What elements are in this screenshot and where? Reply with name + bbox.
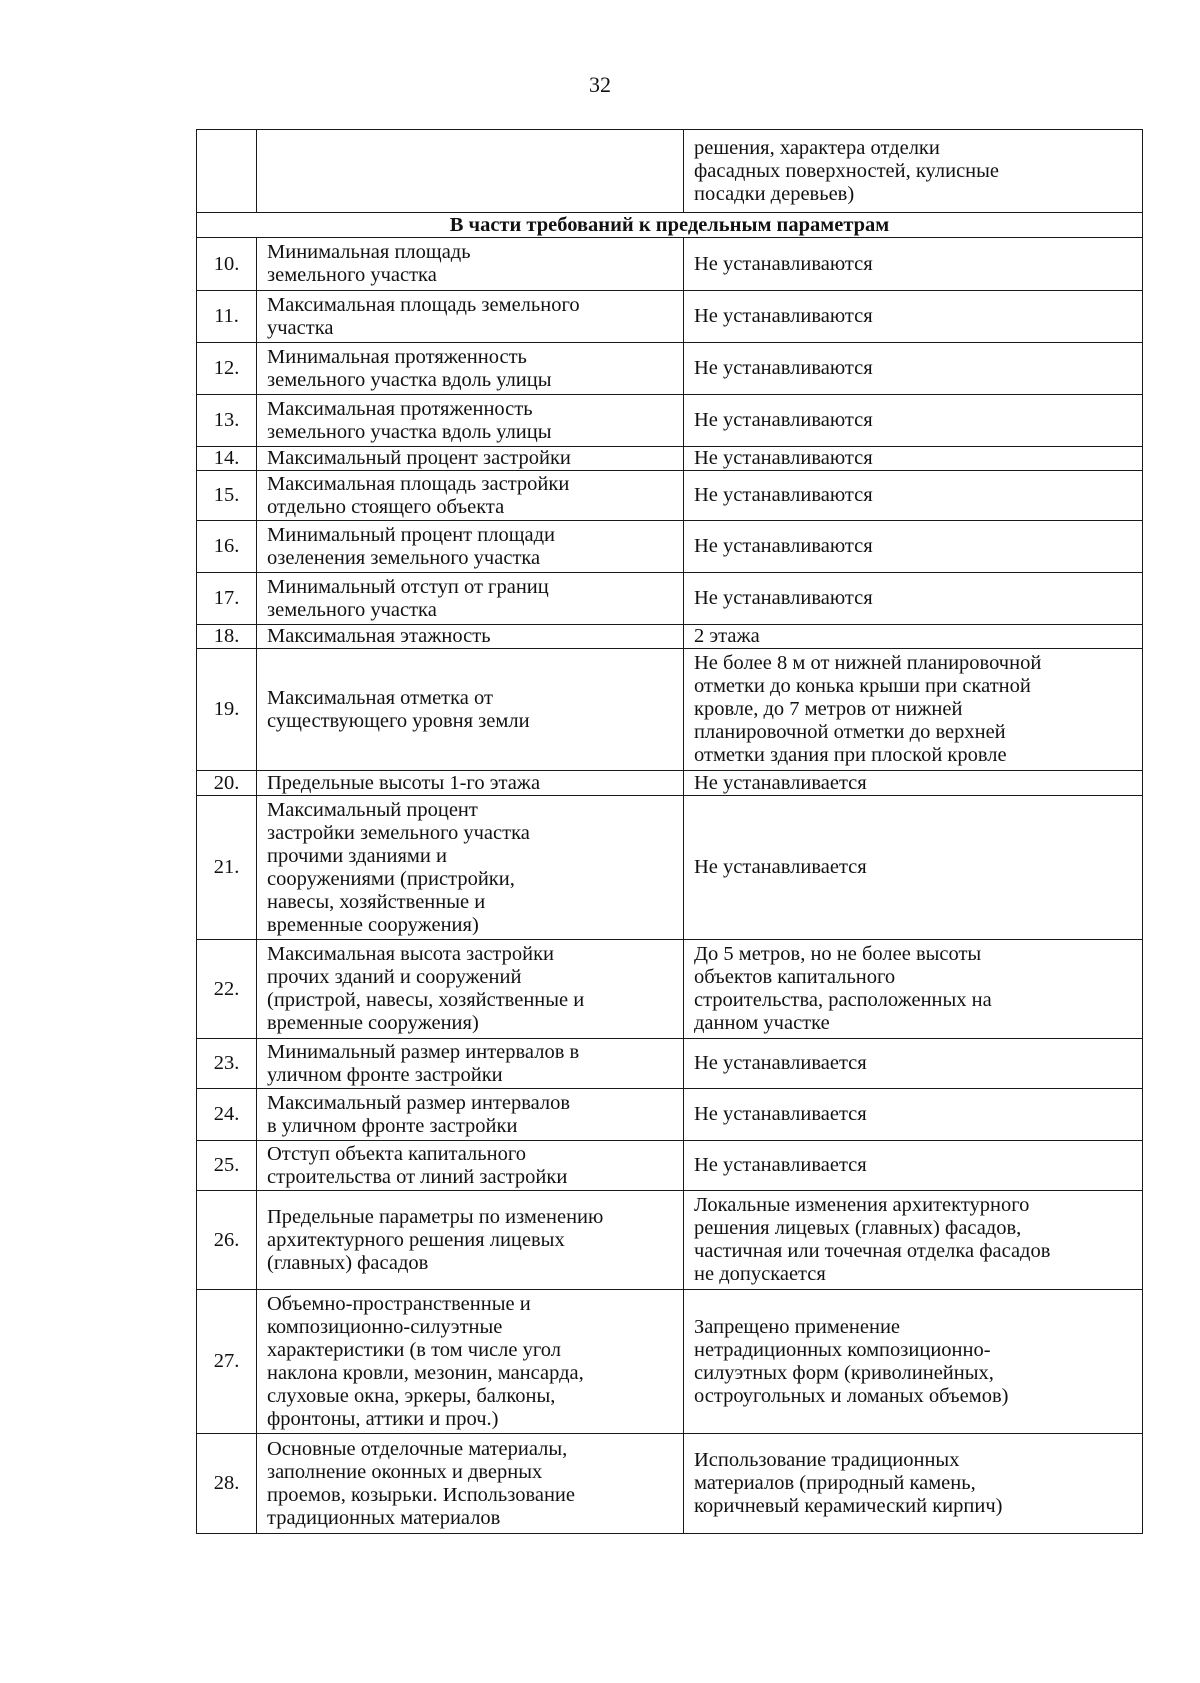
parameter-value: Не устанавливаются bbox=[684, 238, 1143, 291]
parameter-name: Предельные высоты 1-го этажа bbox=[257, 771, 684, 796]
parameter-value: Не более 8 м от нижней планировочной отметки до конька крыши при скатной кровле, до 7 метров от нижней планировочной отметки до верхней отметки здания при плоской кровле bbox=[684, 649, 1143, 771]
parameter-name: Максимальная площадь земельного участка bbox=[257, 291, 684, 343]
table-row bbox=[197, 343, 1143, 395]
row-number: 21. bbox=[197, 796, 257, 940]
row-number: 17. bbox=[197, 573, 257, 625]
row-number: 15. bbox=[197, 471, 257, 521]
table-row bbox=[197, 1290, 1143, 1434]
parameter-name: Максимальная этажность bbox=[257, 625, 684, 649]
table-row bbox=[197, 238, 1143, 291]
parameter-name: Максимальный размер интервалов в уличном фронте застройки bbox=[257, 1089, 684, 1141]
parameter-name: Максимальная площадь застройки отдельно стоящего объекта bbox=[257, 471, 684, 521]
parameter-value: 2 этажа bbox=[684, 625, 1143, 649]
parameter-value: До 5 метров, но не более высоты объектов капитального строительства, расположенных на данном участке bbox=[684, 940, 1143, 1039]
parameter-name: Максимальная высота застройки прочих зданий и сооружений (пристрой, навесы, хозяйственные и временные сооружения) bbox=[257, 940, 684, 1039]
row-number: 25. bbox=[197, 1141, 257, 1191]
parameter-value: Не устанавливается bbox=[684, 1039, 1143, 1089]
table-row bbox=[197, 1089, 1143, 1141]
row-number: 11. bbox=[197, 291, 257, 343]
row-number: 13. bbox=[197, 395, 257, 447]
table-row bbox=[197, 940, 1143, 1039]
table-row bbox=[197, 796, 1143, 940]
table-row bbox=[197, 1434, 1143, 1534]
row-number: 10. bbox=[197, 238, 257, 291]
parameter-value: Не устанавливаются bbox=[684, 471, 1143, 521]
parameter-name: Минимальная протяженность земельного участка вдоль улицы bbox=[257, 343, 684, 395]
parameter-name: Минимальная площадь земельного участка bbox=[257, 238, 684, 291]
row-number: 27. bbox=[197, 1290, 257, 1434]
row-number: 14. bbox=[197, 447, 257, 471]
row-number: 16. bbox=[197, 521, 257, 573]
parameter-name: Основные отделочные материалы, заполнение оконных и дверных проемов, козырьки. Использование традиционных материалов bbox=[257, 1434, 684, 1534]
parameter-name: Минимальный размер интервалов в уличном фронте застройки bbox=[257, 1039, 684, 1089]
row-number: 28. bbox=[197, 1434, 257, 1534]
parameter-value: Не устанавливается bbox=[684, 771, 1143, 796]
row-number: 19. bbox=[197, 649, 257, 771]
parameter-name: Отступ объекта капитального строительства от линий застройки bbox=[257, 1141, 684, 1191]
parameter-name: Предельные параметры по изменению архитектурного решения лицевых (главных) фасадов bbox=[257, 1191, 684, 1290]
parameter-name: Объемно-пространственные и композиционно-силуэтные характеристики (в том числе угол наклона кровли, мезонин, мансарда, слуховые окна, эркеры, балконы, фронтоны, аттики и проч.) bbox=[257, 1290, 684, 1434]
parameter-value: Запрещено применение нетрадиционных композиционно- силуэтных форм (криволинейных, остроугольных и ломаных объемов) bbox=[684, 1290, 1143, 1434]
table-row bbox=[197, 471, 1143, 521]
table-row bbox=[197, 521, 1143, 573]
row-number: 18. bbox=[197, 625, 257, 649]
table-row bbox=[197, 625, 1143, 649]
continuation-cell bbox=[684, 130, 1143, 213]
row-number: 23. bbox=[197, 1039, 257, 1089]
parameter-value: Не устанавливаются bbox=[684, 395, 1143, 447]
row-number: 20. bbox=[197, 771, 257, 796]
row-number: 26. bbox=[197, 1191, 257, 1290]
table-row bbox=[197, 291, 1143, 343]
section-header-row bbox=[197, 213, 1143, 238]
table-row bbox=[197, 649, 1143, 771]
row-number: 22. bbox=[197, 940, 257, 1039]
empty-cell bbox=[197, 130, 257, 213]
table-row bbox=[197, 573, 1143, 625]
continuation-text: решения, характера отделки фасадных поверхностей, кулисные посадки деревьев) bbox=[694, 136, 1000, 205]
row-number: 12. bbox=[197, 343, 257, 395]
parameter-value: Использование традиционных материалов (природный камень, коричневый керамический кирпич) bbox=[684, 1434, 1143, 1534]
page-number: 32 bbox=[589, 72, 611, 97]
table-row bbox=[197, 395, 1143, 447]
continuation-row bbox=[197, 130, 1143, 213]
table-row bbox=[197, 771, 1143, 796]
table-row bbox=[197, 1191, 1143, 1290]
table-row bbox=[197, 1141, 1143, 1191]
table-row bbox=[197, 1039, 1143, 1089]
parameter-value: Не устанавливаются bbox=[684, 521, 1143, 573]
parameter-name: Минимальный процент площади озеленения земельного участка bbox=[257, 521, 684, 573]
empty-cell bbox=[257, 130, 684, 213]
parameter-name: Максимальная протяженность земельного участка вдоль улицы bbox=[257, 395, 684, 447]
parameter-value: Не устанавливается bbox=[684, 1141, 1143, 1191]
parameter-value: Не устанавливаются bbox=[684, 291, 1143, 343]
parameter-value: Не устанавливаются bbox=[684, 447, 1143, 471]
requirements-table bbox=[196, 129, 1143, 1534]
parameter-name: Максимальный процент застройки bbox=[257, 447, 684, 471]
parameter-value: Не устанавливается bbox=[684, 1089, 1143, 1141]
parameter-name: Максимальная отметка от существующего уровня земли bbox=[257, 649, 684, 771]
parameter-name: Минимальный отступ от границ земельного участка bbox=[257, 573, 684, 625]
parameter-value: Не устанавливается bbox=[684, 796, 1143, 940]
parameter-value: Локальные изменения архитектурного решения лицевых (главных) фасадов, частичная или точечная отделка фасадов не допускается bbox=[684, 1191, 1143, 1290]
table-row bbox=[197, 447, 1143, 471]
row-number: 24. bbox=[197, 1089, 257, 1141]
parameter-value: Не устанавливаются bbox=[684, 343, 1143, 395]
parameter-value: Не устанавливаются bbox=[684, 573, 1143, 625]
parameter-name: Максимальный процент застройки земельного участка прочими зданиями и сооружениями (пристройки, навесы, хозяйственные и временные сооружения) bbox=[257, 796, 684, 940]
section-title: В части требований к предельным параметрам bbox=[197, 213, 1143, 238]
